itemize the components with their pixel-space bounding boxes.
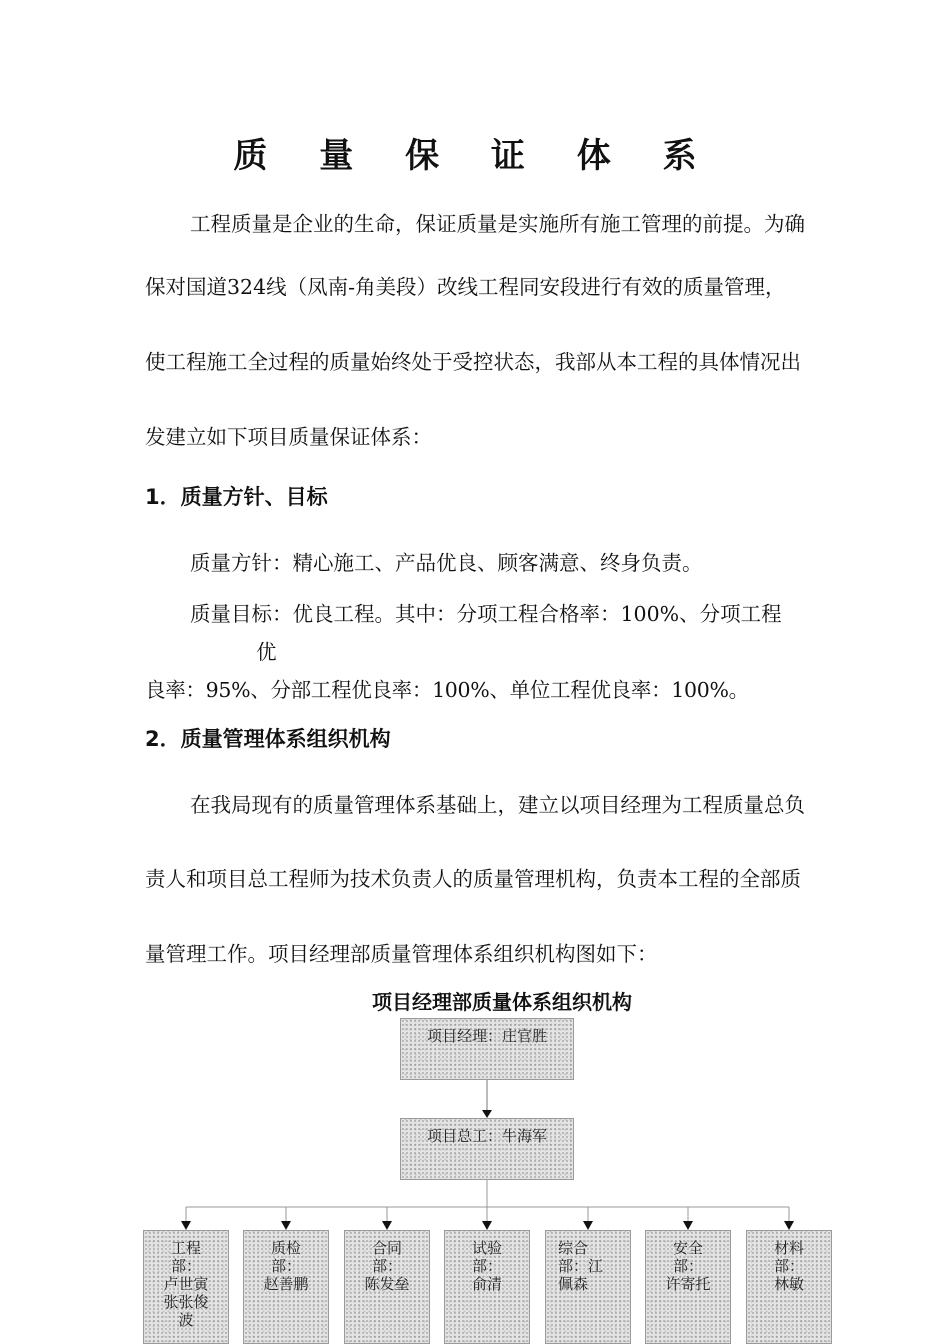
section2-line-2: 责人和项目总工程师为技术负责人的质量管理机构，负责本工程的全部质 xyxy=(145,867,801,891)
intro-line-3: 使工程施工全过程的质量始终处于受控状态，我部从本工程的具体情况出 xyxy=(145,350,801,374)
intro-line-4: 发建立如下项目质量保证体系： xyxy=(145,425,432,449)
org-box-label: 质检 部： 赵善鹏 xyxy=(263,1239,309,1293)
org-box-label: 安全 部： 许寄托 xyxy=(665,1239,711,1293)
org-box-label: 项目经理：庄官胜 xyxy=(426,1027,547,1045)
org-box-label: 工程 部： 卢世寅 张张俊 波 xyxy=(163,1239,209,1329)
org-box-contract-dept xyxy=(344,1230,430,1344)
org-box-general-dept xyxy=(545,1230,631,1344)
org-box-label: 材料 部： 林敏 xyxy=(773,1239,804,1293)
section2-line-1: 在我局现有的质量管理体系基础上，建立以项目经理为工程质量总负 xyxy=(190,793,805,817)
quality-target-line-2: 良率：95%、分部工程优良率：100%、单位工程优良率：100%。 xyxy=(145,678,749,702)
org-chart-title: 项目经理部质量体系组织机构 xyxy=(372,990,632,1014)
page-title: 质 量 保 证 体 系 xyxy=(233,136,717,176)
org-box-project-manager xyxy=(400,1018,574,1080)
org-box-label: 项目总工：牛海军 xyxy=(426,1127,547,1145)
intro-line-2: 保对国道324线（凤南-角美段）改线工程同安段进行有效的质量管理， xyxy=(145,275,786,299)
quality-target-wrap: 优 xyxy=(256,640,277,664)
org-box-materials-dept xyxy=(746,1230,832,1344)
quality-target-line-1: 质量目标：优良工程。其中：分项工程合格率：100%、分项工程 xyxy=(190,602,782,626)
quality-policy: 质量方针：精心施工、产品优良、顾客满意、终身负责。 xyxy=(190,551,703,575)
org-box-label: 试验 部： 俞清 xyxy=(471,1239,502,1293)
org-box-engineering-dept xyxy=(143,1230,229,1344)
org-box-chief-engineer xyxy=(400,1118,574,1180)
section2-line-3: 量管理工作。项目经理部质量管理体系组织机构图如下： xyxy=(145,942,658,966)
section2-heading: 2．质量管理体系组织机构 xyxy=(145,727,391,751)
org-box-quality-inspection-dept xyxy=(243,1230,329,1344)
org-box-label: 合同 部： 陈发垒 xyxy=(364,1239,410,1293)
org-box-label: 综合 部：江 佩森 xyxy=(558,1239,604,1293)
section1-heading: 1．质量方针、目标 xyxy=(145,485,328,509)
org-box-safety-dept xyxy=(645,1230,731,1344)
intro-line-1: 工程质量是企业的生命，保证质量是实施所有施工管理的前提。为确 xyxy=(190,212,805,236)
org-box-testing-dept xyxy=(444,1230,530,1344)
